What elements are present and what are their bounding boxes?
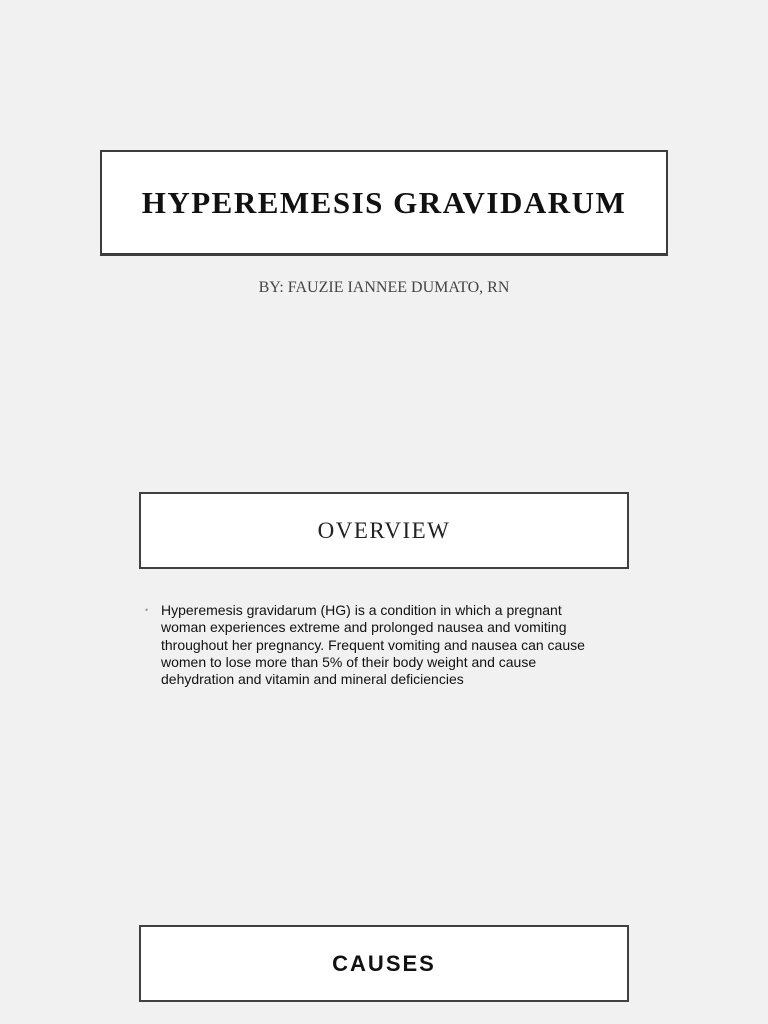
- title-box: [100, 150, 668, 256]
- document-title: HYPEREMESIS GRAVIDARUM: [141, 184, 627, 220]
- causes-heading-box: [139, 925, 629, 1002]
- causes-heading: CAUSES: [332, 950, 436, 976]
- list-item: [145, 602, 605, 688]
- overview-paragraph: Hyperemesis gravidarum (HG) is a condition in which a pregnant woman experiences extreme and prolonged nausea and vomiting throughout her pregnancy. Frequent vomiting and nausea can cause women to lose more than 5% of their body weight and cause dehydration and vitamin and mineral deficiencies: [161, 602, 585, 688]
- overview-heading-box: [139, 492, 629, 569]
- bullet-icon: •: [145, 605, 149, 615]
- author-byline: BY: FAUZIE IANNEE DUMATO, RN: [258, 279, 510, 296]
- overview-bullet-list: [145, 602, 605, 688]
- overview-heading: OVERVIEW: [317, 517, 451, 543]
